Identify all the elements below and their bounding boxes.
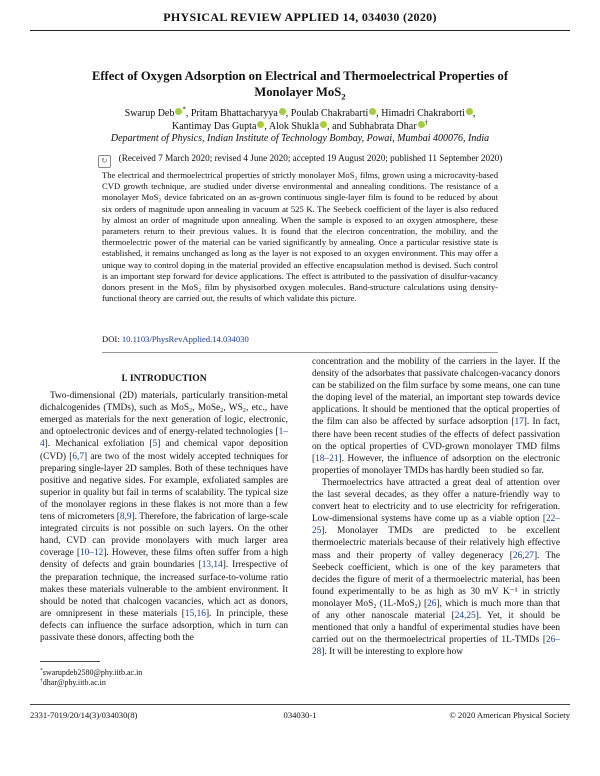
abstract-rule (102, 352, 498, 353)
footnote-email-2: †dhar@phy.iitb.ac.in (40, 677, 106, 687)
citation-link[interactable]: 26–28 (312, 635, 560, 658)
author-name: and Subhabrata Dhar (332, 120, 417, 132)
footer-rule (30, 704, 570, 705)
citation-link[interactable]: 26 (427, 598, 437, 609)
doi-link[interactable]: 10.1103/PhysRevApplied.14.034030 (121, 334, 249, 344)
orcid-icon[interactable] (257, 121, 264, 128)
footnotes (40, 668, 142, 688)
citation-link[interactable]: 6,7 (72, 451, 84, 462)
page-number: 034030-1 (283, 710, 317, 720)
citation-link[interactable]: 17 (514, 417, 524, 428)
citation-link[interactable]: 15,16 (184, 608, 206, 619)
body-paragraph: concentration and the mobility of the carriers in the layer. If the density of the adsorbates that passivate chalcogen-vacancy donors can be stabilized on the film surface by some means, one can tune the doping level of the material, an important step towards device applications. It should be mentioned that the optical properties of the film can also be affected by surface adsorption [17]. In fact, there have been recent studies of the effects of defect passivation on the optical properties of CVD-grown monolayer TMD films [18–21]. However, the influence of adsorption on the electronic properties of monolayer TMDs has hardly been studied so far. (312, 357, 560, 476)
footer-issn: 2331-7019/20/14(3)/034030(8) (30, 710, 138, 720)
section-heading: I. INTRODUCTION (121, 373, 207, 384)
received-text: (Received 7 March 2020; revised 4 June 2020; accepted 19 August 2020; published 11 September 2020) (118, 153, 503, 163)
citation-link[interactable]: 1–4 (40, 427, 288, 450)
author-name: Alok Shukla (268, 120, 320, 132)
received-dates (60, 153, 540, 168)
title-line-2: Monolayer MoS$_2$ (254, 85, 346, 102)
journal-name: PHYSICAL REVIEW APPLIED (163, 10, 340, 24)
affiliation: Department of Physics, Indian Institute of Technology Bombay, Powai, Mumbai 400076, India (110, 133, 490, 144)
citation-link[interactable]: 26,27 (512, 550, 534, 561)
author-name: Kantimay Das Gupta (171, 120, 257, 132)
orcid-icon[interactable] (320, 121, 327, 128)
title-line-1: Effect of Oxygen Adsorption on Electrical and Thermoelectrical Properties of (91, 69, 509, 83)
orcid-icon[interactable] (279, 108, 286, 115)
journal-header (30, 10, 570, 25)
citation-link[interactable]: 10–12 (79, 548, 104, 559)
citation-link[interactable]: 24,25 (454, 610, 476, 621)
citation-link[interactable]: 8,9 (119, 512, 132, 523)
author-name: Himadri Chakraborti (381, 108, 465, 119)
orcid-icon[interactable] (466, 108, 473, 115)
footnote-rule (40, 661, 100, 662)
author-mark: † (424, 118, 429, 127)
abstract: The electrical and thermoelectrical properties of strictly monolayer MoS₂ films, grown using a microcavity-based CVD growth technique, are studied under diverse environmental and annealing conditions. The resistance of a monolayer MoS₂ device fabricated on an as-grown continuous single-layer film is found to be reduced by about six orders of magnitude upon annealing in vacuum at 525 K. The Seebeck coefficient of the layer is also reduced by almost an order of magnitude upon annealing. When the sample is exposed to an oxygen atmosphere, these parameters return to their previous values. It is found that the electron concentration, the mobility, and the thermoelectric power of the material can be varied significantly by annealing. Once a particular resistive state is established, it remains unchanged as long as the layer is not exposed to an oxygen environment. This may offer a unique way to control doping in the material provided an effective encapsulation method is devised. Such control is an important step forward for device applications. The effect is attributed to the passivation of disulfur-vacancy donors present in the MoS₂ film by physisorbed oxygen molecules. Band-structure calculations using density-functional theory are carried out, the results of which validate this picture. (102, 170, 498, 304)
author-block (50, 105, 550, 146)
column-right (312, 356, 560, 658)
body-paragraph: Two-dimensional (2D) materials, particularly transition-metal dichalcogenides (TMDs), such as MoS₂, MoSe₂, WS₂, etc., have emerged as materials for the next generation of logic, electronic, and optoelectronic devices and of energy-related technologies [1–4]. Mechanical exfoliation [5] and chemical vapor deposition (CVD) [6,7] are two of the most widely accepted techniques for preparing single-layer 2D samples. Both of these techniques have positive and negative sides. For example, exfoliated samples are superior in quality but fail in terms of scalability. The typical size of the monolayer regions in these flakes is not more than a few tens of micrometers [8,9]. Therefore, the fabrication of large-scale integrated circuits is not possible on such layers. On the other hand, CVD can provide monolayers with much larger area coverage [10–12]. However, these films often suffer from a high density of defects and grain boundaries [13,14]. Irrespective of the preparation technique, the increased surface-to-volume ratio makes these materials vulnerable to the ambient environment. It should be noted that chalcogen vacancies, which act as donors, are omnipresent in these materials [15,16]. In principle, these defects can influence the surface adsorption, which in turn can passivate these donors, affecting both the (40, 391, 289, 643)
article-number: 034030 (2020) (361, 10, 437, 24)
author-mark: * (182, 105, 186, 114)
author-name: Swarup Deb (124, 108, 175, 119)
doi-line (102, 334, 249, 344)
journal-volume: 14, (342, 10, 359, 24)
author-name: Pritam Bhattacharyya (190, 108, 278, 119)
citation-link[interactable]: 22–25 (312, 514, 560, 537)
doi-label: DOI: (102, 334, 120, 344)
citation-link[interactable]: 13,14 (201, 560, 223, 571)
copyright: © 2020 American Physical Society (449, 710, 570, 720)
column-left (40, 373, 288, 644)
citation-link[interactable]: 18–21 (315, 453, 339, 464)
check-for-updates-icon[interactable]: ↻ (98, 155, 111, 168)
orcid-icon[interactable] (418, 121, 425, 128)
orcid-icon[interactable] (369, 108, 376, 115)
author-list: Swarup Deb *, Pritam Bhattacharyya , Poulab Chakrabarti , Himadri Chakraborti , Kantimay Das Gupta , Alok Shukla , and Subhabrata Dhar † (124, 105, 476, 132)
footnote-email-1: *swarupdeb2580@phy.iitb.ac.in (40, 667, 143, 677)
citation-link[interactable]: 5 (152, 439, 158, 450)
paper-title (40, 68, 560, 100)
body-paragraph: Thermoelectrics have attracted a great deal of attention over the last several decades, as they offer a nature-friendly way to convert heat to electricity and to use electricity for refrigeration. Low-dimensional systems have come up as a viable option [22–25]. Monolayer TMDs are predicted to be excellent thermoelectric materials because of their relatively high effective mass and their property of valley degeneracy [26,27]. The Seebeck coefficient, which is one of the key parameters that decides the figure of merit of a thermoelectric material, has been found experimentally to be as high as 30 mV K⁻¹ in strictly monolayer MoS₂ (1L-MoS₂) [26], which is much more than that of any other nanoscale material [24,25]. Yet, it should be mentioned that only a handful of experimental studies have been carried out on the thermoelectrical properties of 1L-TMDs [26–28]. It will be interesting to explore how (312, 477, 560, 658)
author-name: Poulab Chakrabarti (290, 108, 369, 119)
header-rule (30, 30, 570, 31)
